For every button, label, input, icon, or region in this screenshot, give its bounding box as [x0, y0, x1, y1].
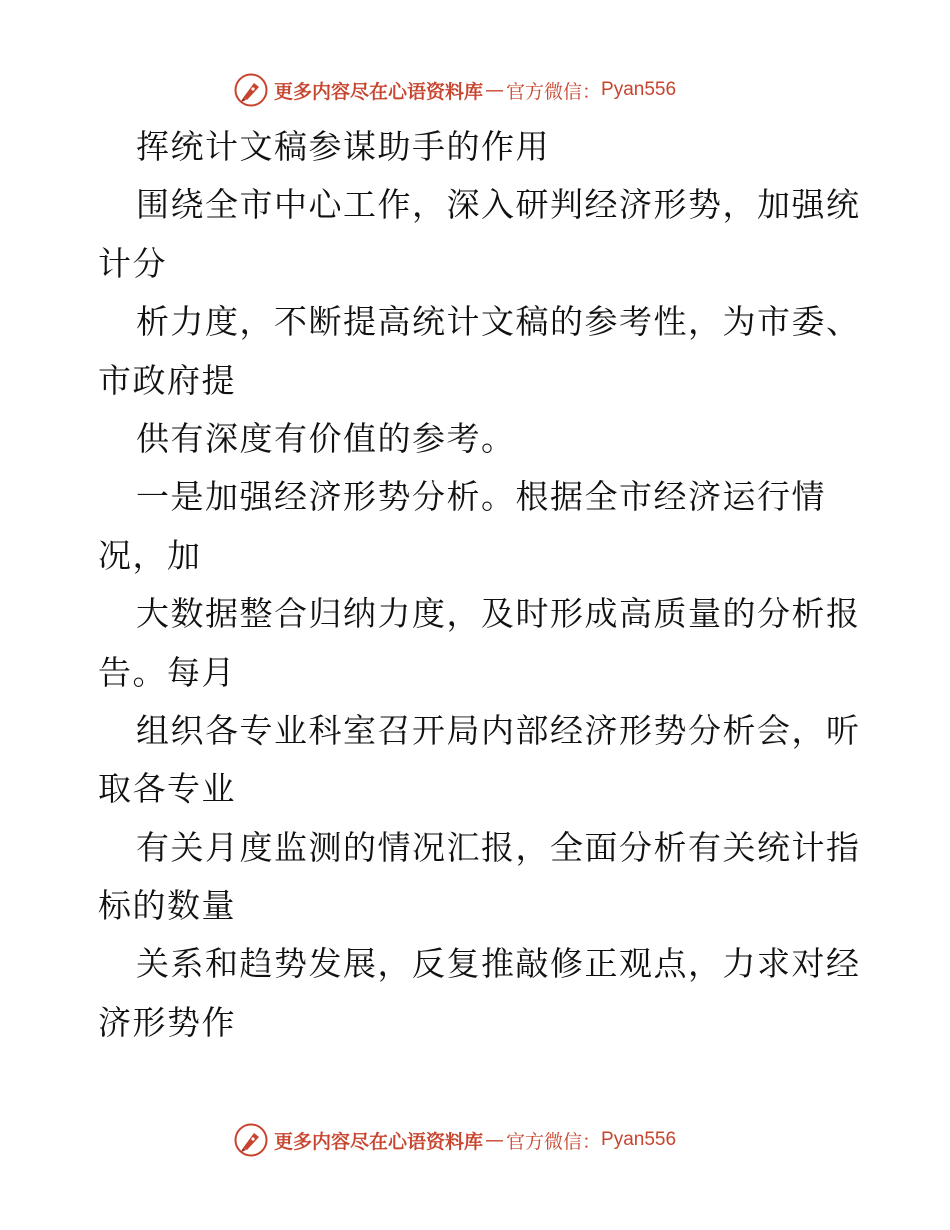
body-line: 济形势作	[98, 1002, 236, 1042]
body-line: 大数据整合归纳力度，及时形成高质量的分析报	[136, 594, 861, 634]
body-line: 标的数量	[98, 886, 236, 926]
banner-separator: —	[485, 79, 505, 101]
body-line: 市政府提	[98, 360, 236, 400]
body-line: 析力度，不断提高统计文稿的参考性，为市委、	[136, 302, 861, 342]
banner-main-text: 更多内容尽在心语资料库	[274, 1130, 484, 1153]
banner-wechat-label: 官方微信：	[506, 1130, 602, 1153]
pen-nib-icon	[234, 1123, 268, 1157]
banner-separator: —	[485, 1129, 505, 1151]
body-line: 组织各专业科室召开局内部经济形势分析会，听	[136, 710, 861, 750]
body-line: 围绕全市中心工作，深入研判经济形势，加强统	[136, 185, 861, 225]
banner-wechat-id: Pyan556	[601, 79, 677, 100]
body-line: 况，加	[98, 535, 202, 575]
body-line: 告。每月	[98, 652, 236, 692]
banner-wechat-label: 官方微信：	[506, 80, 602, 103]
pen-nib-icon	[234, 73, 268, 107]
footer-banner	[234, 1122, 676, 1158]
banner-main-text: 更多内容尽在心语资料库	[274, 80, 484, 103]
header-banner	[234, 72, 676, 108]
document-body	[98, 118, 861, 1052]
body-line: 供有深度有价值的参考。	[136, 418, 516, 458]
body-line: 关系和趋势发展，反复推敲修正观点，力求对经	[136, 944, 861, 984]
body-line: 取各专业	[98, 769, 236, 809]
body-line: 有关月度监测的情况汇报，全面分析有关统计指	[136, 827, 861, 867]
body-line: 挥统计文稿参谋助手的作用	[136, 127, 550, 166]
body-line: 计分	[98, 243, 167, 283]
body-line: 一是加强经济形势分析。根据全市经济运行情	[136, 477, 826, 517]
banner-wechat-id: Pyan556	[601, 1129, 677, 1150]
